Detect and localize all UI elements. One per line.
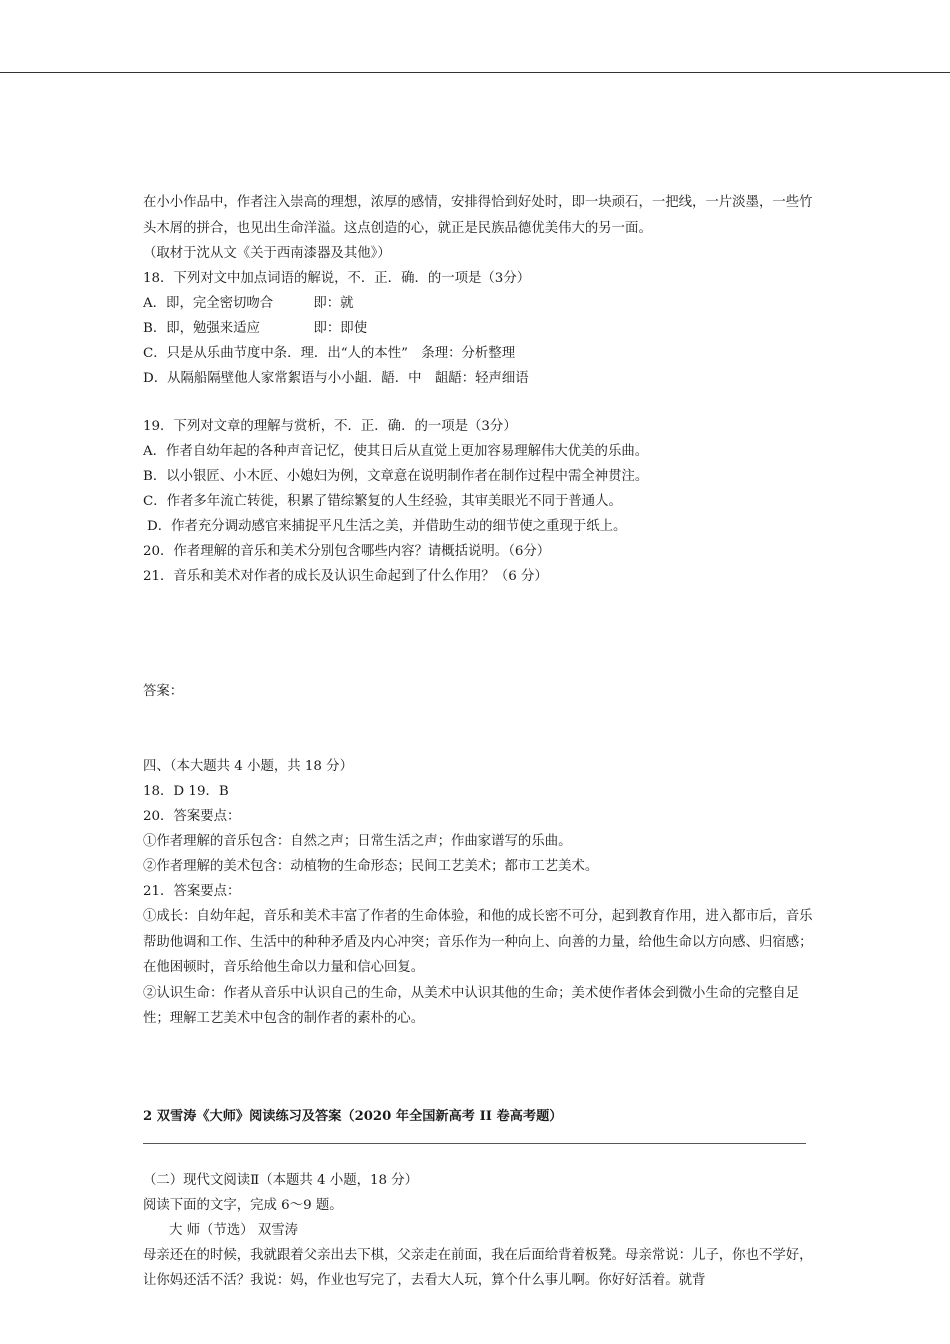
question-21: 21．音乐和美术对作者的成长及认识生命起到了什么作用？（6 分） [143,569,548,584]
option-a: A．即，完全密切吻合 即：就 [143,296,354,311]
article-paragraph: 母亲还在的时候，我就跟着父亲出去下棋，父亲走在前面，我在后面给背着板凳。母亲常说：儿子，你也不学好，让你妈还活不活？我说：妈，作业也写完了，去看大人玩，算个什么事儿啊。你好好活着。就背 [143,1247,813,1288]
section-divider [143,1143,806,1144]
passage-source: （取材于沈从文《关于西南漆器及其他》） [143,246,391,261]
answer-21-point-2: ②认识生命：作者从音乐中认识自己的生命，从美术中认识其他的生命；美术使作者体会到微小生命的完整自足性；理解工艺美术中包含的制作者的素朴的心。 [143,985,800,1026]
answer-heading: 四、（本大题共 4 小题，共 18 分） [143,759,353,774]
question-18 [143,266,813,391]
option-d: D．作者充分调动感官来捕捉平凡生活之美，并借助生动的细节使之重现于纸上。 [147,519,627,534]
article-title: 大 师（节选） 双雪涛 [169,1222,299,1238]
question-20: 20．作者理解的音乐和美术分别包含哪些内容？请概括说明。（6分） [143,544,551,559]
option-c: C．只是从乐曲节度中条．理．出“人的本性” 条理：分析整理 [143,346,516,361]
section-subheading: （二）现代文阅读Ⅱ（本题共 4 小题，18 分） [143,1172,419,1188]
page-top-rule [0,72,950,73]
answer-multiple-choice: 18．D 19．B [143,784,229,799]
question-stem: 18．下列对文中加点词语的解说，不．正．确．的一项是（3分） [143,271,531,286]
answer-label: 答案： [143,684,184,699]
question-stem: 19．下列对文章的理解与赏析，不．正．确．的一项是（3分） [143,419,517,434]
option-b: B．以小银匠、小木匠、小媳妇为例，文章意在说明制作者在制作过程中需全神贯注。 [143,469,649,484]
answer-21-point-1: ①成长：自幼年起，音乐和美术丰富了作者的生命体验，和他的成长密不可分，起到教育作用，进入都市后，音乐帮助他调和工作、生活中的种种矛盾及内心冲突；音乐作为一种向上、向善的力量，给他生命以方向感、归宿感；在他困顿时，音乐给他生命以力量和信心回复。 [143,909,813,975]
answer-20-title: 20．答案要点： [143,809,241,824]
question-19 [143,414,813,539]
document-body [143,190,813,1294]
section-title: 2 双雪涛《大师》阅读练习及答案（2020 年全国新高考 II 卷高考题） [143,1108,563,1124]
option-a: A．作者自幼年起的各种声音记忆，使其日后从直觉上更加容易理解伟大优美的乐曲。 [143,444,649,459]
answer-21-title: 21．答案要点： [143,884,241,899]
passage-paragraph: 在小小作品中，作者注入崇高的理想，浓厚的感情，安排得恰到好处时，即一块顽石，一把线，一片淡墨，一些竹头木屑的拼合，也见出生命洋溢。这点创造的心，就正是民族品德优美伟大的另一面。 [143,195,813,236]
option-b: B．即，勉强来适应 即：即使 [143,321,368,336]
option-c: C．作者多年流亡转徙，积累了错综繁复的人生经验，其审美眼光不同于普通人。 [143,494,622,509]
answer-20-point-1: ①作者理解的音乐包含：自然之声；日常生活之声；作曲家谱写的乐曲。 [143,834,572,849]
option-d: D．从隔船隔壁他人家常絮语与小小龃．龉．中 龃龉：轻声细语 [143,371,529,386]
answer-key [143,754,813,1032]
reading-instruction: 阅读下面的文字，完成 6～9 题。 [143,1197,343,1213]
answer-20-point-2: ②作者理解的美术包含：动植物的生命形态；民间工艺美术；都市工艺美术。 [143,859,599,874]
